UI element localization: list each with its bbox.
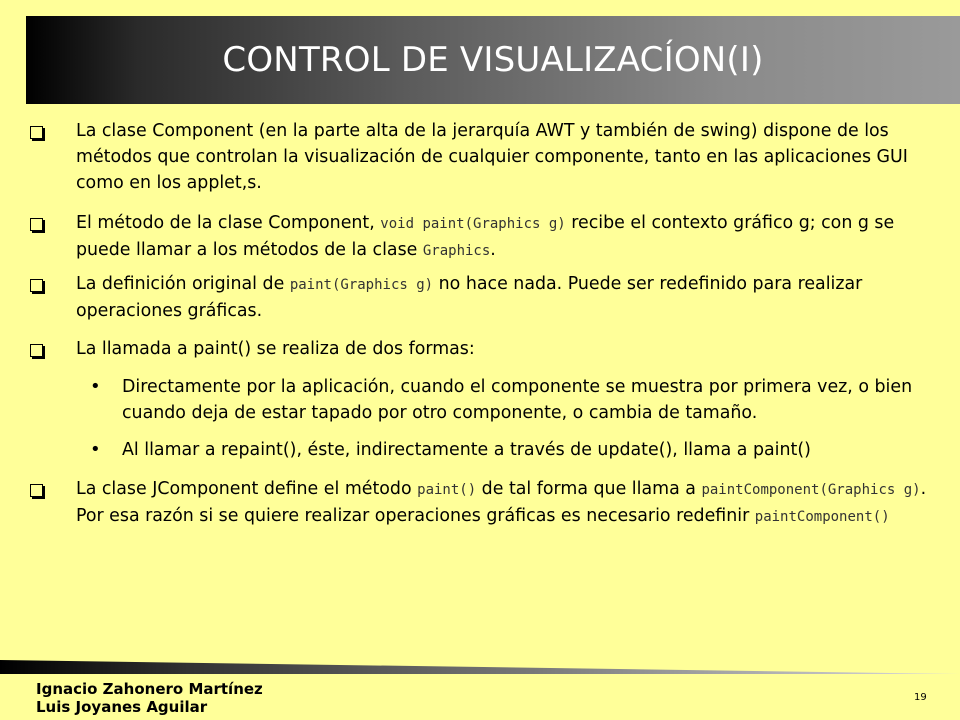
code-paint: paint() [417, 482, 477, 498]
dot-bullet-icon: • [90, 439, 101, 460]
bullet-5-text-3: . Por esa razón si se quiere realizar operaciones gráficas es necesario redefinir [76, 479, 927, 526]
bullet-3 [76, 271, 936, 324]
bullet-5 [76, 476, 936, 530]
bullet-3-text: La definición original de [76, 274, 290, 294]
footer-authors [36, 680, 263, 716]
code-graphics: Graphics [422, 243, 491, 259]
checkbox-bullet-icon [30, 344, 43, 357]
bullet-2 [76, 210, 936, 264]
bullet-5-text: La clase JComponent define el método [76, 479, 418, 499]
checkbox-bullet-icon [30, 279, 43, 292]
bullet-2-text-2: recibe el contexto gráfico g; con g se puede llamar a los métodos de la clase [76, 213, 895, 260]
bullet-5-text-2: de tal forma que llama a [476, 479, 702, 499]
bullet-4-text: La llamada a paint() se realiza de dos formas: [76, 339, 475, 359]
footer-divider [0, 660, 960, 674]
sub-bullet-1 [122, 374, 922, 426]
sub-bullet-2 [122, 437, 922, 463]
bullet-1-text: La clase Component (en la parte alta de la jerarquía AWT y también de swing) dispone de los métodos que controlan la visualización de cualquier componente, tanto en las aplicaciones GUI como en los applet,s. [76, 121, 908, 193]
bullet-1 [76, 118, 936, 196]
checkbox-bullet-icon [30, 126, 43, 139]
author-1: Ignacio Zahonero Martínez [36, 680, 263, 698]
checkbox-bullet-icon [30, 484, 43, 497]
author-2: Luis Joyanes Aguilar [36, 698, 208, 716]
code-paintcomponent: paintComponent() [754, 509, 890, 525]
bullet-2-text-3: . [490, 240, 496, 260]
checkbox-bullet-icon [30, 218, 43, 231]
dot-bullet-icon: • [90, 376, 101, 397]
code-paint-graphics: paint(Graphics g) [289, 277, 434, 293]
page-number: 19 [914, 692, 927, 703]
bullet-3-text-2: no hace nada. Puede ser redefinido para realizar operaciones gráficas. [76, 274, 863, 321]
bullet-2-text: El método de la clase Component, [76, 213, 381, 233]
sub-bullet-1-text: Directamente por la aplicación, cuando el componente se muestra por primera vez, o bien cuando deja de estar tapado por otro componente, o cambia de tamaño. [122, 377, 913, 423]
code-void-paint: void paint(Graphics g) [380, 216, 566, 232]
sub-bullet-2-text: Al llamar a repaint(), éste, indirectamente a través de update(), llama a paint() [122, 440, 811, 460]
code-paintcomponent-graphics: paintComponent(Graphics g) [701, 482, 921, 498]
bullet-4 [76, 336, 936, 362]
slide-title: CONTROL DE VISUALIZACÍON(I) [222, 40, 764, 80]
